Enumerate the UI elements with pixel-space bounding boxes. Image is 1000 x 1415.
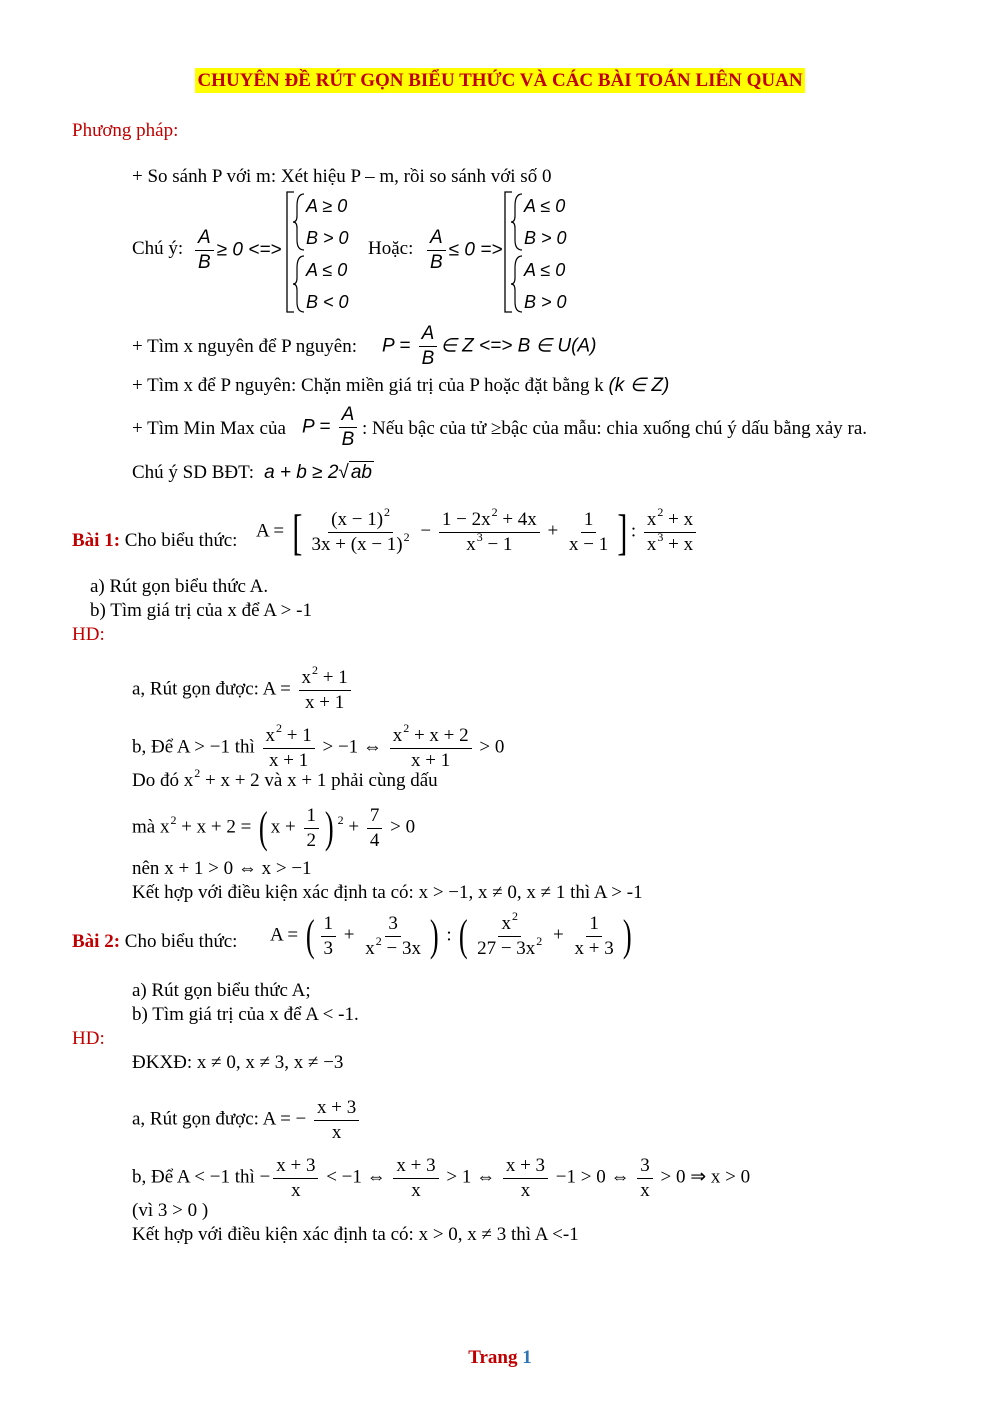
case1-c1: A ≥ 0 — [306, 196, 348, 216]
bai2-dkxd: ĐKXĐ: x ≠ 0, x ≠ 3, x ≠ −3 — [132, 1052, 344, 1073]
bai1-step-kh: Kết hợp với điều kiện xác định ta có: x > −1, x ≠ 0, x ≠ 1 thì A > -1 — [132, 882, 643, 903]
bai2-expression: A = ( $\frac{1}{3}$ + $\frac{3}{x^2 - 3x}$ ) : ( $\frac{x^2}{27 - 3x^2}$ + $\frac{1}{x + 3}$ ) — [270, 909, 632, 961]
bai1-step-do: Do đó $x^2 + x + 2$ và x + 1 phải cùng dấu — [132, 766, 438, 791]
bai2-question-a: a) Rút gọn biểu thức A; — [132, 980, 311, 1001]
bai1-step-a: a, Rút gọn được: A = $\frac{x^2 + 1}{x + 1}$ — [132, 666, 354, 715]
document-title: CHUYÊN ĐỀ RÚT GỌN BIỂU THỨC VÀ CÁC BÀI TOÁN LIÊN QUAN — [197, 70, 803, 91]
case-list-2 — [524, 190, 567, 318]
page-footer — [0, 1347, 1000, 1369]
note-frac-2: $\frac{A}{B}$ ≤ 0 => — [424, 226, 502, 275]
bai2-step-a: a, Rút gọn được: A = − $\frac{x + 3}{x}$ — [132, 1096, 362, 1145]
case-bracket-1 — [284, 190, 308, 320]
bai2-question-b: b) Tìm giá trị của x để A < -1. — [132, 1004, 359, 1025]
bai1-question-b: b) Tìm giá trị của x để A > -1 — [90, 600, 312, 621]
bai2-step-kh: Kết hợp với điều kiện xác định ta có: x > 0, x ≠ 3 thì A <-1 — [132, 1224, 579, 1245]
bai1-step-nen: nên x + 1 > 0 ⇔ x > −1 — [132, 858, 312, 879]
bai1-step-ma: mà $x^2 + x + 2$ = ( x + $\frac{1}{2}$ ) $^2$ + $\frac{7}{4}$ > 0 — [132, 803, 416, 853]
bai2-hd: HD: — [72, 1028, 105, 1049]
or-label: Hoặc: — [368, 238, 414, 259]
method-heading: Phương pháp: — [72, 120, 179, 141]
case2-c4: B > 0 — [524, 292, 567, 312]
case2-c1: A ≤ 0 — [524, 196, 566, 216]
method-line-5: Chú ý SD BĐT: a + b ≥ 2√ ab — [132, 462, 372, 483]
case-list-1 — [306, 190, 349, 318]
integer-condition: P = $\frac{A}{B}$ ∈ Z <=> B ∈ U(A) — [382, 323, 597, 369]
bai1-expression: A = [ $\frac{(x - 1)^2}{3x + (x - 1)^2}$ − $\frac{1 - 2x^2 + 4x}{x^3 - 1}$ + $\frac{1}{x - 1}$ ] : $\frac{x^2 + x}{x^3 + x}$ — [256, 508, 699, 557]
case2-c3: A ≤ 0 — [524, 260, 566, 280]
note-frac-1: $\frac{A}{B}$ ≥ 0 <=> — [192, 226, 282, 275]
note-label: Chú ý: — [132, 238, 184, 259]
amgm-inequality: a + b ≥ 2√ ab — [258, 462, 372, 483]
bracket-shape — [284, 190, 308, 314]
bai1-question-a: a) Rút gọn biểu thức A. — [90, 576, 269, 597]
bai2-note: (vì 3 > 0 ) — [132, 1200, 209, 1221]
bracket-shape — [502, 190, 526, 314]
case1-c3: A ≤ 0 — [306, 260, 348, 280]
footer-label: Trang — [468, 1347, 518, 1368]
bai2-step-b: b, Để A < −1 thì − $\frac{x + 3}{x}$ < −1 ⇔ $\frac{x + 3}{x}$ > 1 ⇔ $\frac{x + 3}{x}$ −1 > 0 ⇔ $\frac{3}{x}$ > 0 ⇒ x > 0 — [132, 1155, 751, 1201]
method-line-1: + So sánh P với m: Xét hiệu P – m, rồi so sánh với số 0 — [132, 166, 552, 187]
bai1-step-b: b, Để A > −1 thì $\frac{x^2 + 1}{x + 1}$ > −1 ⇔ $\frac{x^2 + x + 2}{x + 1}$ > 0 — [132, 721, 505, 771]
bai2-heading: Bài 2: Cho biểu thức: — [72, 931, 238, 952]
method-line-4-tail: : Nếu bậc của tử ≥bậc của mẫu: chia xuống chú ý dấu bằng xảy ra. — [362, 418, 868, 439]
method-line-3: + Tìm x để P nguyên: Chặn miền giá trị của P hoặc đặt bằng k (k ∈ Z) — [132, 375, 670, 396]
minmax-frac: P = $\frac{A}{B}$ — [302, 403, 360, 452]
bai1-heading: Bài 1: Cho biểu thức: — [72, 530, 238, 551]
method-line-2: + Tìm x nguyên để P nguyên: — [132, 336, 357, 357]
case1-c4: B < 0 — [306, 292, 349, 312]
case2-c2: B > 0 — [524, 228, 567, 248]
method-line-4: + Tìm Min Max của — [132, 418, 286, 439]
page-number: 1 — [522, 1347, 532, 1368]
case1-c2: B > 0 — [306, 228, 349, 248]
case-bracket-2 — [502, 190, 526, 320]
bai1-hd: HD: — [72, 624, 105, 645]
